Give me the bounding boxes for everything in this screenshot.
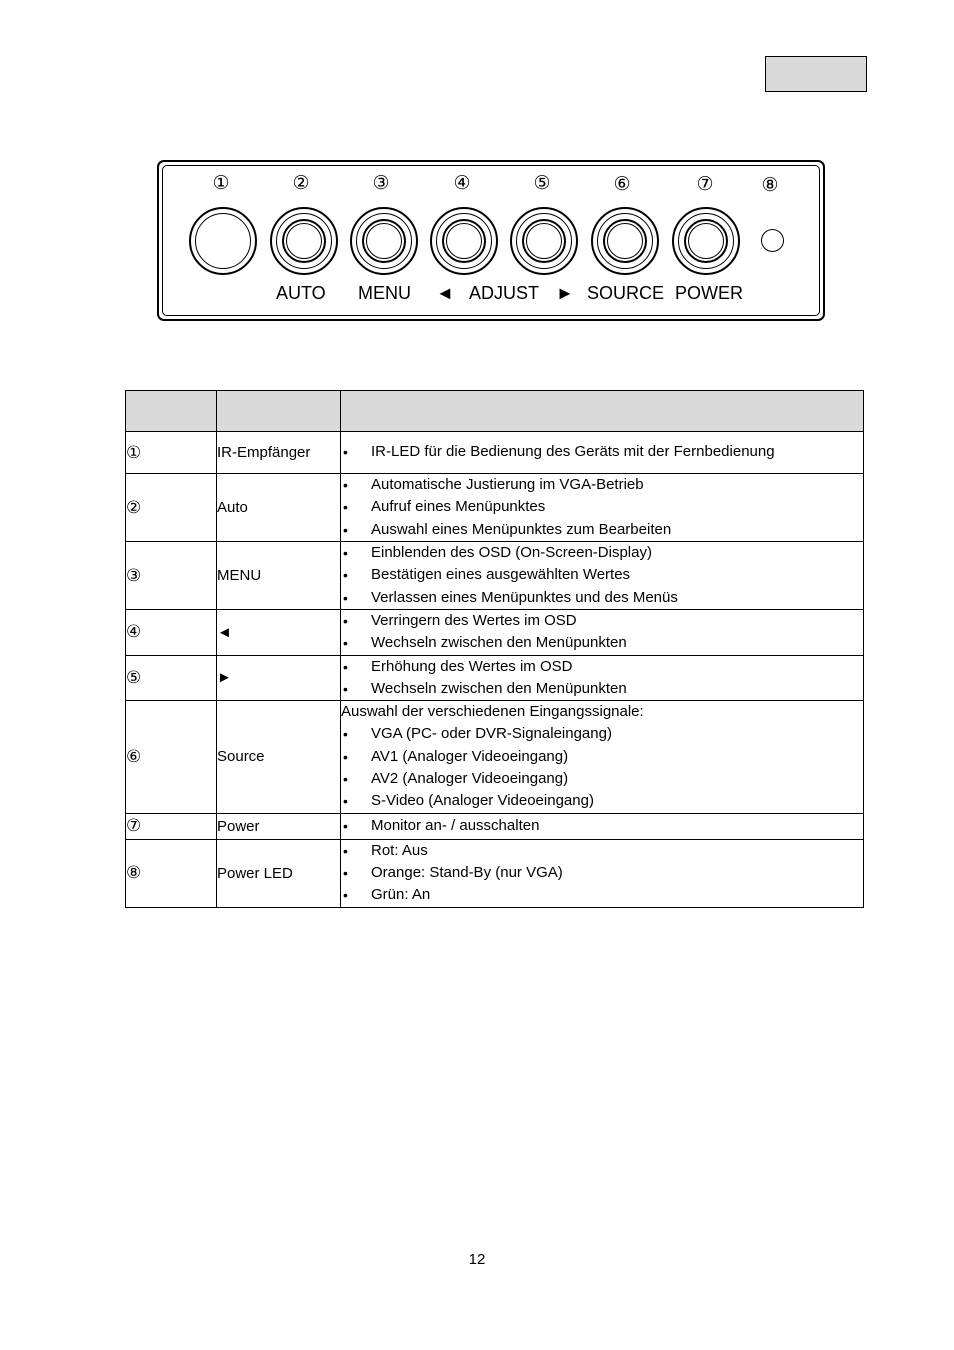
list-item: • Orange: Stand-By (nur VGA)	[341, 862, 863, 884]
panel-number-4: ④	[453, 173, 471, 194]
description-list	[341, 656, 863, 701]
adjust-left-button[interactable]	[430, 207, 498, 275]
list-item: • Wechseln zwischen den Menüpunkten	[341, 678, 863, 700]
panel-number-5: ⑤	[533, 173, 551, 194]
list-item: • IR-LED für die Bedienung des Geräts mit der Fernbedienung	[341, 441, 863, 463]
panel-number-3: ③	[372, 173, 390, 194]
row-description	[341, 813, 864, 839]
description-list	[341, 723, 863, 812]
row-number: ⑦	[126, 813, 217, 839]
row-description	[341, 610, 864, 656]
header-cell	[341, 391, 864, 432]
label-left-arrow: ◄	[436, 283, 454, 303]
header-cell	[217, 391, 341, 432]
table-row	[126, 839, 864, 907]
list-item: • Wechseln zwischen den Menüpunkten	[341, 632, 863, 654]
header-cell	[126, 391, 217, 432]
adjust-right-button[interactable]	[510, 207, 578, 275]
panel-number-8: ⑧	[761, 175, 779, 196]
row-description	[341, 542, 864, 610]
list-item: • Einblenden des OSD (On-Screen-Display)	[341, 542, 863, 564]
ir-receiver-icon	[189, 207, 257, 275]
description-list	[341, 542, 863, 609]
panel-number-6: ⑥	[613, 174, 631, 195]
description-intro: Auswahl der verschiedenen Eingangssignale:	[341, 703, 644, 721]
row-control-name: Source	[217, 701, 341, 813]
list-item: • Bestätigen eines ausgewählten Wertes	[341, 564, 863, 586]
list-item: • Monitor an- / ausschalten	[341, 815, 863, 837]
table-row	[126, 701, 864, 813]
row-control-name: Power LED	[217, 839, 341, 907]
row-control-name: ►	[217, 655, 341, 701]
table-header-row	[126, 391, 864, 432]
row-description	[341, 474, 864, 542]
power-led-icon	[761, 229, 784, 252]
list-item: • Aufruf eines Menüpunktes	[341, 496, 863, 518]
table-row	[126, 474, 864, 542]
row-description	[341, 839, 864, 907]
table-row	[126, 432, 864, 474]
description-list	[341, 815, 863, 837]
list-item: • S-Video (Analoger Videoeingang)	[341, 790, 863, 812]
list-item: • Rot: Aus	[341, 840, 863, 862]
panel-number-7: ⑦	[696, 174, 714, 195]
table-row	[126, 655, 864, 701]
row-number: ⑥	[126, 701, 217, 813]
table-row	[126, 610, 864, 656]
row-control-name: Power	[217, 813, 341, 839]
label-adjust: ADJUST	[469, 283, 540, 303]
row-description	[341, 432, 864, 474]
label-menu: MENU	[358, 283, 411, 303]
list-item: • Verlassen eines Menüpunktes und des Menüs	[341, 587, 863, 609]
list-item: • Auswahl eines Menüpunktes zum Bearbeiten	[341, 519, 863, 541]
list-item: • Automatische Justierung im VGA-Betrieb	[341, 474, 863, 496]
row-number: ①	[126, 432, 217, 474]
description-list	[341, 840, 863, 907]
row-number: ⑧	[126, 839, 217, 907]
description-list	[341, 474, 863, 541]
row-control-name: MENU	[217, 542, 341, 610]
row-number: ③	[126, 542, 217, 610]
label-auto: AUTO	[276, 283, 326, 303]
panel-number-2: ②	[292, 173, 310, 194]
list-item: • AV2 (Analoger Videoeingang)	[341, 768, 863, 790]
table-row	[126, 542, 864, 610]
controls-table	[125, 390, 864, 908]
power-button[interactable]	[672, 207, 740, 275]
list-item: • VGA (PC- oder DVR-Signaleingang)	[341, 723, 863, 745]
table-row	[126, 813, 864, 839]
row-control-name: IR-Empfänger	[217, 432, 341, 474]
description-list	[341, 610, 863, 655]
row-description	[341, 655, 864, 701]
list-item: • Erhöhung des Wertes im OSD	[341, 656, 863, 678]
row-control-name: ◄	[217, 610, 341, 656]
list-item: • Verringern des Wertes im OSD	[341, 610, 863, 632]
panel-number-1: ①	[212, 173, 230, 194]
description-list	[341, 441, 863, 463]
label-power: POWER	[675, 283, 744, 303]
source-button[interactable]	[591, 207, 659, 275]
label-right-arrow: ►	[556, 283, 574, 303]
row-number: ⑤	[126, 655, 217, 701]
menu-button[interactable]	[350, 207, 418, 275]
language-tab	[765, 56, 867, 92]
page-number: 12	[468, 1251, 486, 1268]
auto-button[interactable]	[270, 207, 338, 275]
row-number: ④	[126, 610, 217, 656]
label-source: SOURCE	[587, 283, 665, 303]
row-control-name: Auto	[217, 474, 341, 542]
list-item: • Grün: An	[341, 884, 863, 906]
row-description	[341, 701, 864, 813]
row-number: ②	[126, 474, 217, 542]
list-item: • AV1 (Analoger Videoeingang)	[341, 746, 863, 768]
